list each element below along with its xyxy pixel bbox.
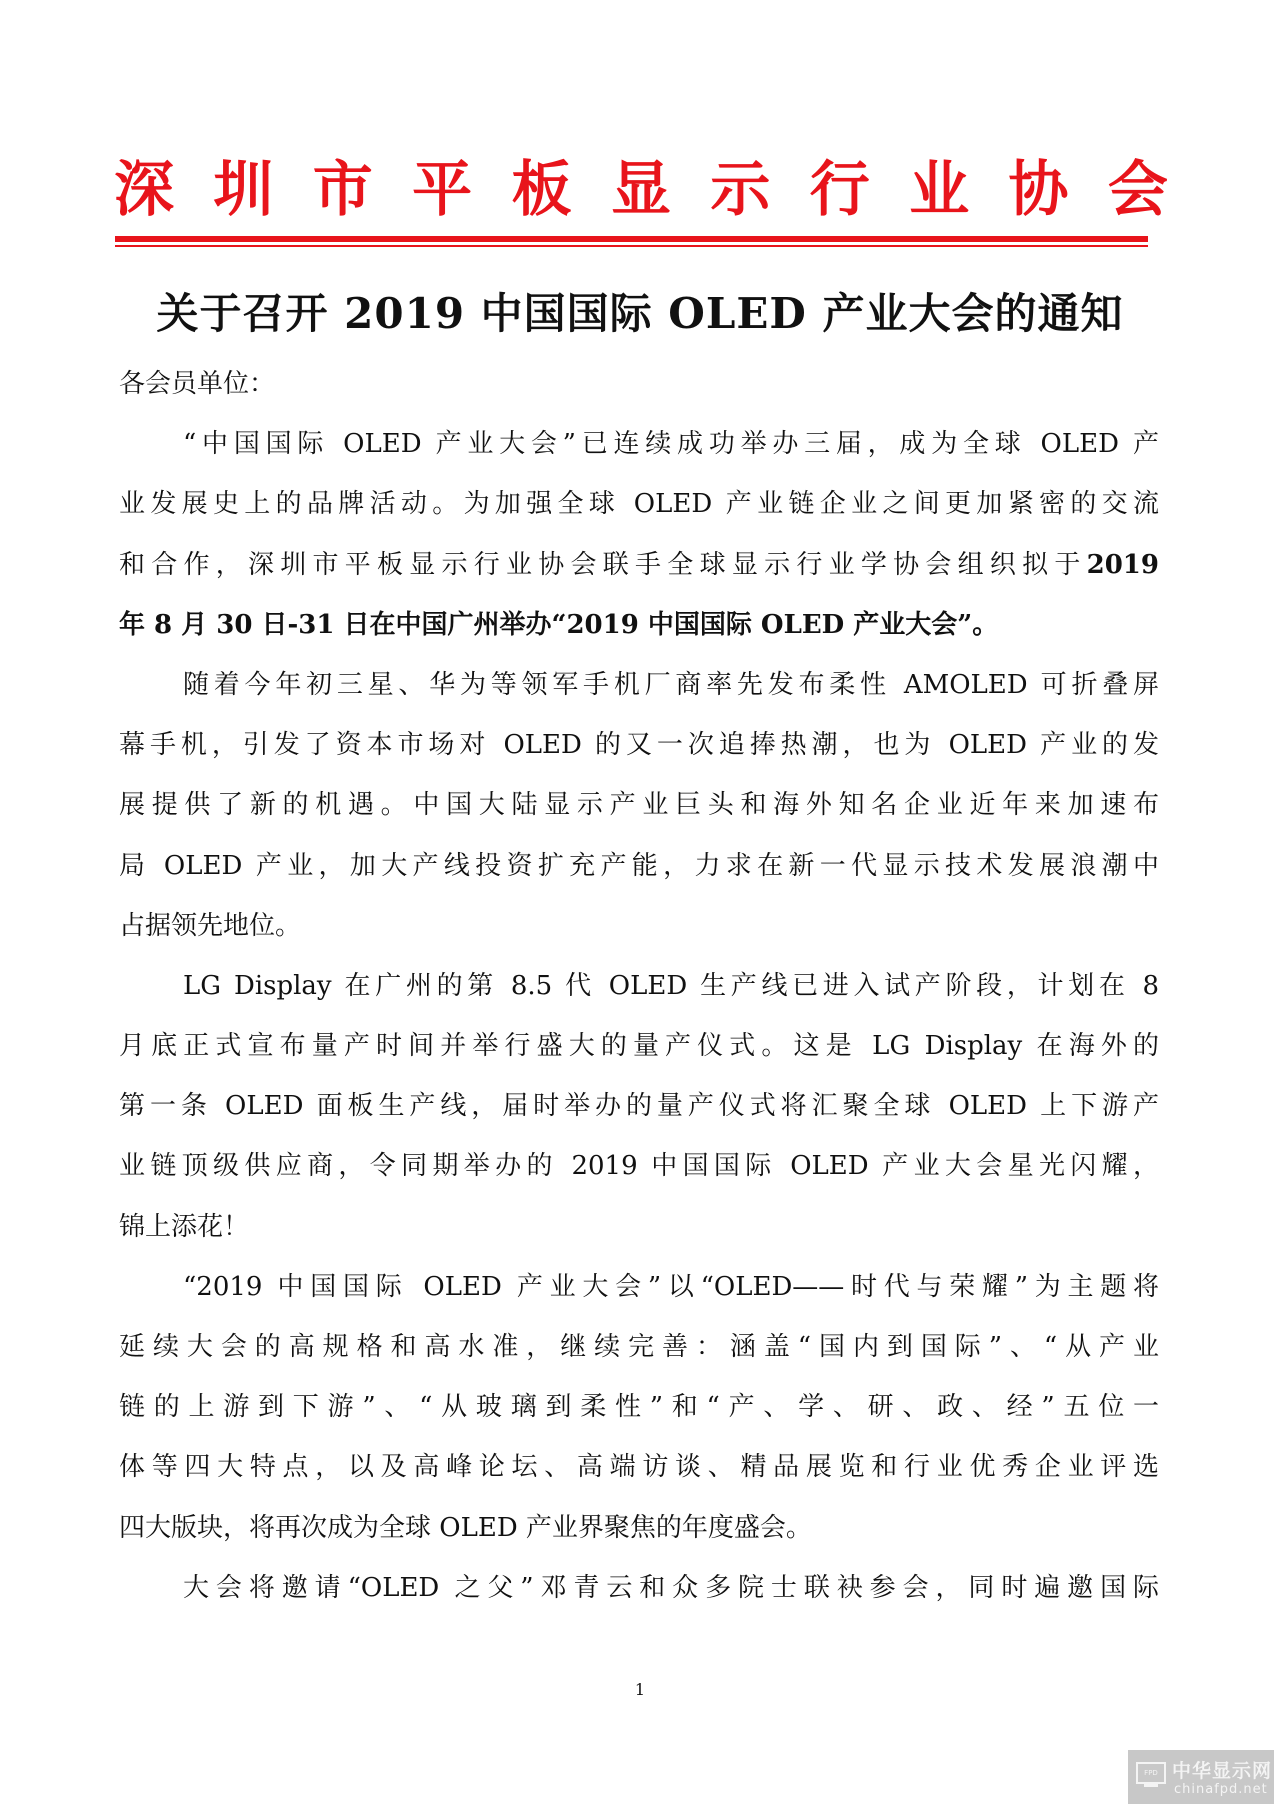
paragraph-line [119,896,1159,956]
line-text: 延续大会的高规格和高水准，继续完善：涵盖“国内到国际”、“从产业 [119,1332,1159,1362]
paragraph-line [119,1498,1159,1558]
paragraph-line [119,1437,1159,1497]
letterhead-char: 显 [610,155,671,225]
paragraph-line [119,655,1159,715]
line-text: 锦上添花！ [119,1211,250,1242]
line-text: 随着今年初三星、华为等领军手机厂商率先发布柔性 AMOLED 可折叠屏 [183,669,1159,700]
line-text: 业发展史上的品牌活动。为加强全球 OLED 产业链企业之间更加紧密的交流 [119,489,1159,520]
line-bold-text: 年 8 月 30 日-31 日在中国广州举办“2019 中国国际 OLED 产业大会”。 [119,609,999,640]
letterhead-char: 平 [412,155,473,225]
paragraph-line [119,956,1159,1016]
letterhead-char: 业 [909,155,970,225]
line-text: “2019 中国国际 OLED 产业大会”以“OLED——时代与荣耀”为主题将 [183,1271,1159,1302]
paragraph-line [119,836,1159,896]
line-text: 幕手机，引发了资本市场对 OLED 的又一次追捧热潮，也为 OLED 产业的发 [119,730,1159,761]
paragraph-line [119,595,1159,655]
watermark-logo [1128,1750,1274,1804]
paragraph-line [119,1136,1159,1196]
line-text: 链的上游到下游”、“从玻璃到柔性”和“产、学、研、政、经”五位一 [119,1392,1159,1423]
line-text: 四大版块，将再次成为全球 OLED 产业界聚焦的年度盛会。 [119,1512,812,1543]
paragraph-line [119,1257,1159,1317]
document-body [119,354,1159,1618]
letterhead-char: 协 [1008,155,1069,225]
letterhead-char: 行 [809,155,870,225]
paragraph-line [119,1377,1159,1437]
watermark-name: 中华显示网 [1172,1760,1273,1782]
paragraph-line [119,414,1159,474]
line-text: 和合作，深圳市平板显示行业协会联手全球显示行业学协会组织拟于 [119,549,1087,580]
paragraph-line [119,474,1159,534]
paragraph-line [119,715,1159,775]
letterhead-char: 示 [710,155,771,225]
paragraph-line [119,1558,1159,1618]
letterhead-char: 会 [1107,155,1168,225]
association-letterhead [114,150,1168,230]
monitor-icon: FPD [1136,1762,1166,1784]
document-title: 关于召开 2019 中国国际 OLED 产业大会的通知 [156,289,1124,338]
line-text: LG Display 在广州的第 8.5 代 OLED 生产线已进入试产阶段，计划在 8 [183,970,1159,1001]
line-bold-text: 2019 [1086,549,1159,580]
watermark-domain: chinafpd.net [1174,1782,1268,1797]
line-text: 占据领先地位。 [119,910,302,941]
line-text: 月底正式宣布量产时间并举行盛大的量产仪式。这是 LG Display 在海外的 [119,1031,1159,1062]
paragraph-line [119,535,1159,595]
paragraph-line [119,1016,1159,1076]
line-text: 业链顶级供应商，令同期举办的 2019 中国国际 OLED 产业大会星光闪耀， [119,1151,1159,1182]
paragraph-line [119,1076,1159,1136]
line-text: “中国国际 OLED 产业大会”已连续成功举办三届，成为全球 OLED 产 [183,429,1159,460]
paragraph-line [119,775,1159,835]
monitor-stand-icon [1144,1784,1158,1787]
letterhead-char: 圳 [213,155,274,225]
line-text: 第一条 OLED 面板生产线，届时举办的量产仪式将汇聚全球 OLED 上下游产 [119,1091,1159,1122]
letterhead-rule-thick [115,236,1148,242]
letterhead-char: 市 [312,155,373,225]
line-text: 局 OLED 产业，加大产线投资扩充产能，力求在新一代显示技术发展浪潮中 [119,850,1159,881]
letterhead-char: 深 [114,155,174,225]
page-number: 1 [634,1680,646,1699]
line-text: 大会将邀请“OLED 之父”邓青云和众多院士联袂参会，同时遍邀国际 [183,1572,1159,1603]
line-text: 展提供了新的机遇。中国大陆显示产业巨头和海外知名企业近年来加速布 [119,790,1159,821]
line-text: 体等四大特点，以及高峰论坛、高端访谈、精品展览和行业优秀企业评选 [119,1452,1159,1483]
paragraph-line [119,1197,1159,1257]
letterhead-rule-thin [115,245,1148,247]
greeting: 各会员单位： [119,369,276,399]
paragraph-line [119,1317,1159,1377]
letterhead-char: 板 [511,155,572,225]
